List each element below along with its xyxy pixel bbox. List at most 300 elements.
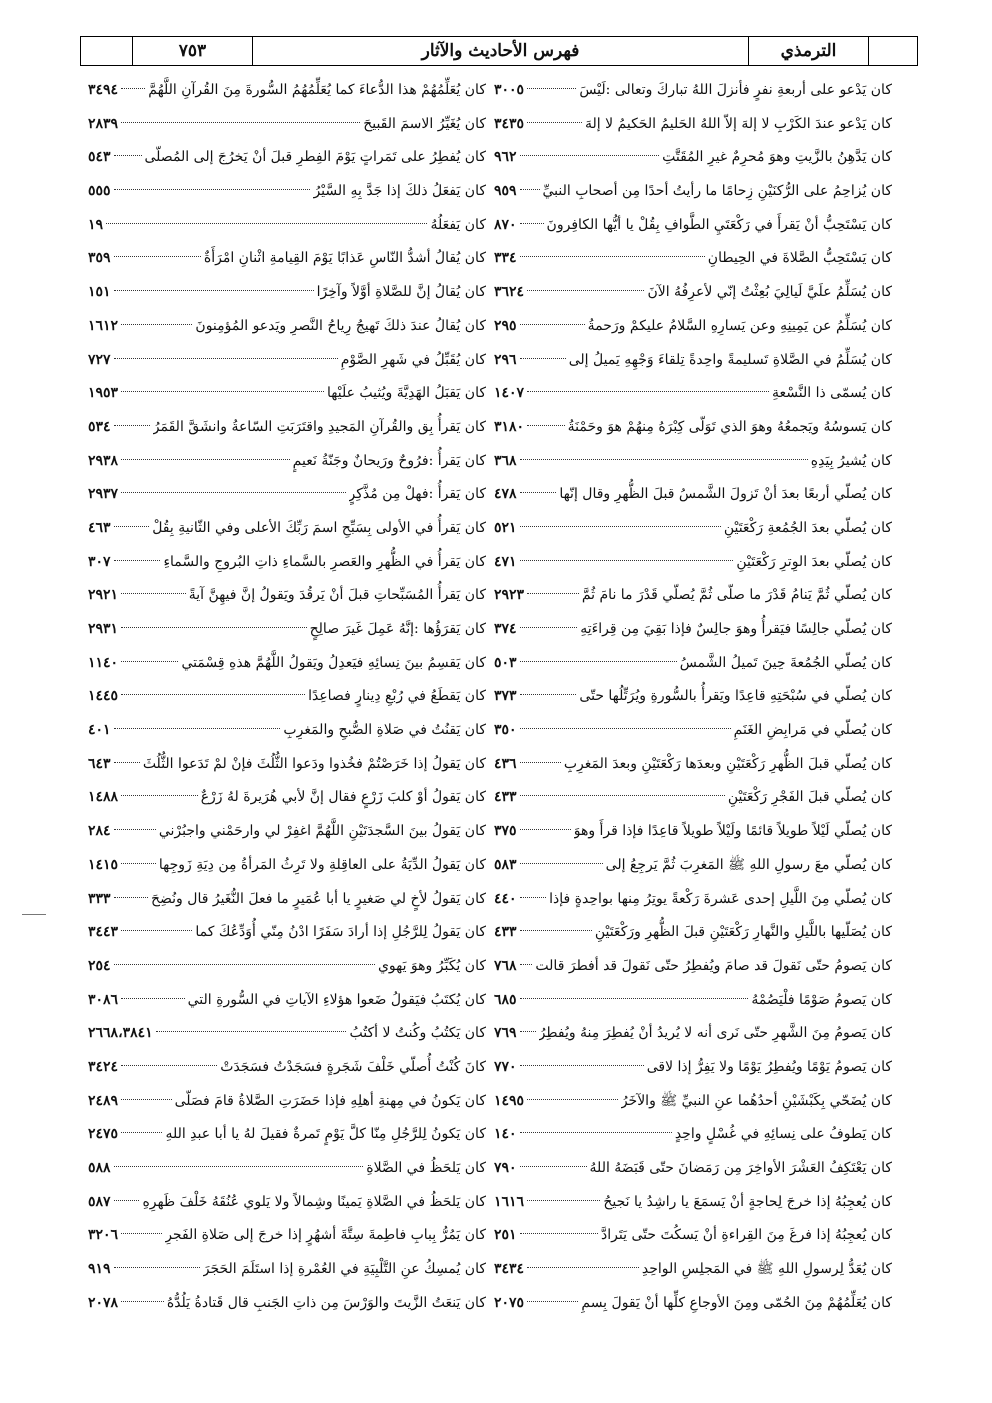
entry-hadith-number: ٢٩٥: [494, 317, 517, 334]
dot-leader: [121, 1233, 162, 1234]
entry-hadith-number: ٥٨٣: [494, 856, 517, 873]
entry-text: كان يُصلّي أربعًا بعدَ أنْ تَزولَ الشَّمسُ قبلَ الظُّهرِ وقال إنّها: [559, 486, 892, 503]
entry-hadith-number: ٣٥٠: [494, 722, 517, 739]
entry-text: كان يَسْتَحِبُّ أنْ يَقرأَ في رَكْعَتَيِ الطَّوافِ بِقُلْ يا أيُّها الكافِرونَ: [546, 216, 892, 233]
dot-leader: [114, 728, 281, 729]
dot-leader: [520, 459, 808, 460]
index-entry: [494, 815, 892, 849]
index-entry: [88, 647, 486, 681]
dot-leader: [520, 897, 547, 898]
entry-hadith-number: ٥٣٤: [88, 418, 111, 435]
entry-text: كان يُقالُ أشدُّ النّاسِ عَذابًا يَوْمَ القِيامةِ اثْنانِ امْرَأَةٌ: [203, 250, 486, 267]
entry-hadith-number: ١٥١: [88, 284, 111, 301]
entry-text: كان يَقولُ بينَ السَّجدَتَيْنِ اللَّهُمَّ اغفِرْ لي وارحَمْني واجبُرْني: [158, 823, 486, 840]
index-entry: [88, 377, 486, 411]
dot-leader: [114, 560, 161, 561]
entry-text: كان يُضَحّي بِكَبْشَيْنِ أحدُهُما عنِ النبيِّ ﷺ والآخَرُ: [620, 1092, 892, 1109]
dot-leader: [121, 795, 198, 796]
index-entry: [88, 579, 486, 613]
entry-text: كان يُصلّي لَيْلاً طويلاً قائمًا ولَيْلاً طويلاً قاعِدًا فإذا قرأَ وهوَ: [573, 823, 892, 840]
entry-hadith-number: ٣٠٧: [88, 553, 111, 570]
entry-hadith-number: ٣٧٥: [494, 823, 517, 840]
entry-hadith-number: ٨٧٠: [494, 216, 517, 233]
dot-leader: [527, 593, 579, 594]
entry-hadith-number: ٤٠١: [88, 722, 111, 739]
dot-leader: [527, 122, 582, 123]
entry-text: كان يُعَلِّمُهُمْ هذا الدُّعاءَ كما يُعَلِّمُهُمُ السُّورةَ مِنَ القُرآنِ اللَّهُمَّ: [148, 82, 486, 98]
dot-leader: [121, 391, 324, 392]
entry-hadith-number: ١٤٨٨: [88, 789, 119, 806]
entry-text: كان يَقبَلُ الهَدِيَّةَ ويُثيبُ علَيْها: [327, 385, 486, 402]
header-left-spacer: [81, 37, 133, 65]
dot-leader: [520, 627, 578, 628]
dot-leader: [114, 1166, 364, 1167]
entry-text: كان يَسْتَحِبُّ الصَّلاةَ في الحِيطانِ: [707, 250, 892, 267]
index-entry: [494, 411, 892, 445]
entry-text: كان يَدْعو عندَ الكَرْبِ لا إلهَ إلاّ اللهُ الحَليمُ الحَكيمُ لا إلهَ: [584, 115, 892, 132]
entry-text: كان يَلحَظُ في الصَّلاةِ يَمينًا وشِمالاً ولا يَلوي عُنُقَهُ خَلْفَ ظَهرِهِ: [142, 1193, 486, 1210]
entry-text: كان يُصلّي بعدَ الجُمُعةِ رَكْعَتَيْنِ: [723, 519, 892, 536]
index-entry: [494, 647, 892, 681]
entry-hadith-number: ٣٤٢٤: [88, 1058, 119, 1075]
entry-hadith-number: ٤٤٠: [494, 890, 517, 907]
dot-leader: [520, 1233, 598, 1234]
page-header: [80, 36, 918, 66]
index-entry: [88, 748, 486, 782]
dot-leader: [114, 1267, 200, 1268]
dot-leader: [520, 526, 721, 527]
entry-text: كان يَصومُ يَوْمًا ويُفطِرُ يَوْمًا ولا يَفِرُّ إذا لاقى: [646, 1058, 892, 1075]
entry-hadith-number: ٣٣٤: [494, 250, 517, 267]
dot-leader: [121, 324, 192, 325]
index-entry: [88, 1152, 486, 1186]
dot-leader: [121, 593, 186, 594]
dot-leader: [527, 88, 576, 89]
dot-leader: [114, 1200, 140, 1201]
entry-hadith-number: ٥٢١: [494, 519, 517, 536]
entry-text: كان يَقولُ الدِّيَةُ على العاقِلةِ ولا تَرِثُ المَرأةُ مِن دِيَةِ زَوجِها: [158, 856, 486, 873]
index-entry: [494, 1085, 892, 1119]
index-entry: [88, 1287, 486, 1321]
entry-hadith-number: ٢٩٣٧: [88, 486, 119, 503]
entry-hadith-number: ٤٣٦: [494, 755, 517, 772]
index-entry: [88, 478, 486, 512]
entry-hadith-number: ١٤٩٥: [494, 1092, 525, 1109]
entry-text: كان يُسَلِّمُ علَيَّ لَيالِيَ بُعِثْتُ إنّي لأعرِفُهُ الآنَ: [647, 284, 892, 301]
dot-leader: [121, 122, 360, 123]
dot-leader: [121, 694, 305, 695]
entry-text: كان يَفعَلُهُ: [430, 216, 486, 233]
header-page-number: ٧٥٣: [133, 37, 253, 65]
dot-leader: [520, 762, 561, 763]
dot-leader: [520, 492, 557, 493]
entry-text: كان يُصلّي في سُبْحَتِهِ قاعِدًا ويَقرأُ بالسُّورةِ ويُرَتِّلُها حتّى: [579, 688, 892, 705]
dot-leader: [520, 863, 603, 864]
index-entry: [494, 546, 892, 580]
index-entry: [494, 1051, 892, 1085]
dot-leader: [121, 88, 145, 89]
entry-hadith-number: ١٦١٦: [494, 1193, 525, 1210]
entry-text: كان يَسوسُهُ ويَجمعُهُ وهوَ الذي تَوَلّى كِبْرَهُ مِنهُمْ هوَ وحَمْنَةُ: [567, 418, 892, 435]
dot-leader: [114, 526, 150, 527]
entry-hadith-number: ٣٤٣٥: [494, 115, 525, 132]
index-entry: [88, 781, 486, 815]
entry-text: كان يُسَلِّمُ عن يَمِينِهِ وعن يَسارِهِ السَّلامُ عليكمْ ورَحمةُ: [587, 317, 892, 334]
index-entry: [494, 1152, 892, 1186]
entry-hadith-number: ٦٤٣: [88, 755, 111, 772]
entry-text: كان يَكونُ في مِهنةِ أهلِهِ فإذا حَضَرَتِ الصَّلاةُ قامَ فصَلّى: [174, 1092, 486, 1109]
entry-hadith-number: ٢٠٧٥: [494, 1294, 525, 1311]
index-entry: [88, 680, 486, 714]
entry-hadith-number: ٢٥٤: [88, 957, 111, 974]
entry-hadith-number: ١٦١٢: [88, 317, 119, 334]
index-entry: [88, 209, 486, 243]
dot-leader: [520, 998, 749, 999]
entry-hadith-number: ٦٨٥: [494, 991, 517, 1008]
index-entry: [494, 613, 892, 647]
dot-leader: [520, 795, 725, 796]
entry-text: كانَ كُنْتُ أُصلّي خَلْفَ شَجَرةٍ فسَجَدْتُ فسَجَدَتْ: [220, 1058, 486, 1075]
index-entry: [494, 916, 892, 950]
dot-leader: [114, 256, 201, 257]
index-entry: [88, 1051, 486, 1085]
entry-hadith-number: ٢٠٧٨: [88, 1294, 119, 1311]
entry-text: كان يَصومُ صَوْمًا فلْيَصُمْهُ: [751, 991, 892, 1008]
entry-hadith-number: ٢٤٨٩: [88, 1092, 119, 1109]
index-entry: [88, 1186, 486, 1220]
index-entry: [494, 950, 892, 984]
dot-leader: [121, 1132, 162, 1133]
dot-leader: [527, 425, 565, 426]
entry-text: كان يُقالُ إنَّ للصَّلاةِ أوَّلاً وآخِرًا: [316, 284, 486, 301]
entry-text: كان يُقَبِّلُ في شَهرِ الصَّوْمِ: [340, 351, 486, 368]
dot-leader: [520, 964, 533, 965]
entry-hadith-number: ٢٩٦: [494, 351, 517, 368]
entry-text: كان يُصلّي الجُمُعةَ حِينَ تَميلُ الشَّمسُ: [679, 654, 892, 671]
index-entry: [494, 984, 892, 1018]
index-entry: [88, 310, 486, 344]
entry-hadith-number: ١٤٠: [494, 1126, 517, 1143]
entry-text: كان يَدَّهِنُ بالزَّيتِ وهوَ مُحرِمٌ غيرِ المُقَتَّتِ: [662, 149, 892, 166]
entry-hadith-number: ١٤٠٧: [494, 385, 525, 402]
dot-leader: [121, 492, 345, 493]
entry-text: كان يُسَلِّمُ في الصَّلاةِ تَسليمةً واحِدةً تِلقاءَ وَجْهِهِ يَميلُ إلى: [568, 351, 892, 368]
entry-text: كان يَقرأُ في الأولى بِسَبِّحِ اسمَ رَبِّكَ الأعلى وفي الثّانيةِ بِقُلْ: [152, 519, 486, 536]
index-entry: [88, 815, 486, 849]
entry-hadith-number: ٣٢٠٦: [88, 1227, 119, 1244]
dot-leader: [520, 560, 734, 561]
dot-leader: [121, 661, 178, 662]
entry-text: كان يَقولُ إذا خَرَصْتُمْ فخُذوا ودَعوا الثُّلُثَ فإنْ لمْ تَدَعوا الثُّلُثَ: [142, 755, 486, 772]
entry-text: كان يَقرأُ بِق والقُرآنِ المَجيدِ واقتَرَبَتِ السّاعةُ وانشَقَّ القَمَرُ: [152, 418, 486, 435]
entry-hadith-number: ٣٤٤٣: [88, 924, 119, 941]
entry-hadith-number: ١٤١٥: [88, 856, 119, 873]
dot-leader: [114, 189, 311, 190]
entry-hadith-number: ١١٤٠: [88, 654, 119, 671]
entry-hadith-number: ٧٩٠: [494, 1160, 517, 1176]
index-entry: [88, 141, 486, 175]
index-column-right: [490, 74, 896, 1311]
entry-text: كان يُعجِبُهُ إذا فرغَ مِنَ القِراءةِ أنْ يَسكُتَ حتّى يَتَرادَّ: [601, 1227, 892, 1244]
index-entry: [494, 883, 892, 917]
entry-hadith-number: ٧٦٨: [494, 957, 517, 974]
entry-hadith-number: ٧٧٠: [494, 1058, 517, 1075]
index-entry: [88, 242, 486, 276]
entry-text: كان يَقرأُ :فرُوحٌ ورَيحانٌ وجَنّةُ نَعيمٍ: [292, 452, 486, 469]
dot-leader: [520, 661, 677, 662]
dot-leader: [156, 1031, 347, 1032]
index-entry: [494, 276, 892, 310]
entry-text: كان يُصلّي ثُمَّ يَنامُ قَدْرَ ما صلّى ثُمَّ يُصلّي قَدْرَ ما نامَ ثُمَّ: [581, 587, 892, 604]
index-entry: [88, 74, 486, 108]
index-entry: [494, 310, 892, 344]
index-entry: [88, 1118, 486, 1152]
dot-leader: [527, 391, 769, 392]
entry-text: كان يُشيرُ بِيَدِهِ: [810, 452, 892, 469]
entry-text: كان يُصلّي مِنَ اللَّيلِ إحدى عَشرةَ رَكْعةً يوتِرُ مِنها بواحِدةٍ فإذا: [549, 890, 892, 907]
index-entry: [88, 276, 486, 310]
entry-hadith-number: ٣٤٣٤: [494, 1261, 525, 1278]
dot-leader: [114, 358, 338, 359]
entry-hadith-number: ٣٥٩: [88, 250, 111, 267]
header-right-spacer: [869, 37, 917, 65]
entry-hadith-number: ٢٩٣١: [88, 621, 119, 637]
entry-hadith-number: ٩٥٩: [494, 183, 517, 200]
entry-text: كان يَعْتَكِفُ العَشْرَ الأواخِرَ مِن رَمَضانَ حتّى قَبَضَهُ اللهُ: [589, 1160, 892, 1176]
dot-leader: [114, 290, 314, 291]
entry-text: كان يُصلّي قبلَ الظُّهرِ رَكْعَتَيْنِ وبعدَها رَكْعَتَيْنِ وبعدَ المَغرِبِ: [563, 755, 892, 772]
entry-hadith-number: ٣٧٤: [494, 621, 517, 637]
entry-hadith-number: ١٤٤٥: [88, 688, 119, 705]
entry-hadith-number: ٤٧١: [494, 553, 517, 570]
entry-text: كان يَطوفُ على نِسائِهِ في غُسْلٍ واحِدٍ: [674, 1126, 892, 1143]
entry-hadith-number: ٣٠٠٥: [494, 82, 525, 98]
entry-hadith-number: ٢٩٣٨: [88, 452, 119, 469]
index-entry: [494, 714, 892, 748]
entry-text: كان يَنعَتُ الزَّيتَ والوَرْسَ مِن ذاتِ الجَنبِ قال قَتادةُ يَلُدُّهُ: [166, 1294, 486, 1311]
entry-text: كان يَصومُ حتّى نَقولَ قد صامَ ويُفطِرُ حتّى نَقولَ قد أفطرَ قالت: [535, 957, 892, 974]
dot-leader: [121, 1301, 164, 1302]
entry-text: كان يُعَلِّمُهُمْ مِنَ الحُمّى ومِنَ الأوجاعِ كلِّها أنْ يَقولَ بِسمِ: [581, 1294, 892, 1311]
index-entry: [494, 108, 892, 142]
entry-hadith-number: ٣٦٢٤: [494, 284, 525, 301]
entry-text: كان يَدْعو على أربعةِ نفرٍ فأنزلَ اللهُ تباركَ وتعالى :لَيْسَ: [579, 82, 892, 98]
dot-leader: [114, 897, 148, 898]
dot-leader: [520, 155, 660, 156]
index-entry: [88, 950, 486, 984]
entry-hadith-number: ٧٦٩: [494, 1025, 517, 1042]
index-entry: [494, 579, 892, 613]
index-entry: [494, 141, 892, 175]
entry-text: كان يَقولُ أوْ كلبَ زَرْعٍ فقال إنَّ لأبي هُرَيرةَ لهُ زَرْعٌ: [200, 789, 486, 806]
entry-text: كان يَقنُتُ في صَلاةِ الصُّبحِ والمَغرِبِ: [283, 722, 486, 739]
index-entry: [88, 1017, 486, 1051]
index-entry: [494, 242, 892, 276]
index-entry: [494, 748, 892, 782]
index-entry: [494, 377, 892, 411]
entry-text: كان يَقطَعُ في رُبْعِ دِينارٍ فصاعِدًا: [308, 688, 486, 705]
dot-leader: [114, 829, 156, 830]
entry-text: كان يَلحَظُ في الصَّلاةِ: [366, 1160, 486, 1176]
dot-leader: [520, 1132, 672, 1133]
entry-hadith-number: ١٩٥٣: [88, 385, 119, 402]
entry-hadith-number: ٧٢٧: [88, 351, 111, 368]
entry-hadith-number: ٤٣٣: [494, 789, 517, 806]
index-entry: [494, 512, 892, 546]
dot-leader: [106, 223, 427, 224]
entry-hadith-number: ٤٧٨: [494, 486, 517, 503]
index-entry: [88, 344, 486, 378]
entry-text: كان يَقولُ لِلرَّجُلِ إذا أرادَ سَفَرًا ادْنُ مِنّي أُوَدِّعُكَ كما: [195, 924, 486, 941]
dot-leader: [527, 1099, 618, 1100]
entry-hadith-number: ٢٩٢٣: [494, 587, 525, 604]
index-entry: [494, 1219, 892, 1253]
index-entry: [88, 1253, 486, 1287]
index-entry: [494, 445, 892, 479]
index-entry: [494, 849, 892, 883]
entry-text: كان يَقسِمُ بينَ نِسائِهِ فيَعدِلُ ويَقولُ اللَّهُمَّ هذهِ قِسْمَتي: [181, 654, 486, 671]
index-entry: [494, 1253, 892, 1287]
index-entry: [494, 74, 892, 108]
index-entry: [494, 1017, 892, 1051]
dot-leader: [527, 290, 644, 291]
margin-mark: [22, 914, 46, 915]
entry-text: كان يُفطِرُ على تَمَراتٍ يَوْمَ الفِطرِ قبلَ أنْ يَخرُجَ إلى المُصلّى: [144, 149, 486, 166]
entry-hadith-number: ٩١٩: [88, 1261, 111, 1278]
index-entry: [494, 1186, 892, 1220]
entry-text: كان يُعجِبُهُ إذا خرجَ لِحاجةٍ أنْ يَسمَعَ يا راشِدُ يا نَجيحُ: [603, 1193, 892, 1210]
dot-leader: [121, 1099, 172, 1100]
dot-leader: [121, 863, 156, 864]
dot-leader: [121, 998, 185, 999]
entry-hadith-number: ٣٠٨٦: [88, 991, 119, 1008]
entry-text: كان يُصلّي في مَرابِضِ الغَنَمِ: [733, 722, 892, 739]
index-entry: [494, 1287, 892, 1321]
entry-text: كان يَقرأُ في الظُّهرِ والعَصرِ بالسَّماءِ ذاتِ البُروجِ والسَّماءِ: [163, 553, 486, 570]
dot-leader: [121, 930, 192, 931]
entry-hadith-number: ٥٤٣: [88, 149, 111, 166]
dot-leader: [520, 189, 540, 190]
entry-hadith-number: ٢٦٦٨،٣٨٤١: [88, 1025, 153, 1042]
entry-text: كان يُقالُ عندَ ذلكَ تَهيجُ رِياحُ النَّصرِ ويَدعو المُؤمِنونَ: [195, 317, 486, 334]
entry-text: كان يُكتَبُ فيَقولُ ضَعوا هؤلاءِ الآياتِ في السُّورةِ التي: [187, 991, 486, 1008]
index-entry: [88, 512, 486, 546]
entry-text: كان يُسمّى ذا النَّسْعةِ: [772, 385, 892, 402]
entry-hadith-number: ٢٥١: [494, 1227, 517, 1244]
entry-text: كان يَمُرُّ بِبابِ فاطِمةَ سِتَّةَ أشهُرٍ إذا خرجَ إلى صَلاةِ الفَجرِ: [165, 1227, 486, 1244]
entry-hadith-number: ٢٩٢١: [88, 587, 119, 604]
dot-leader: [520, 256, 705, 257]
entry-text: كان يُكَبِّرُ وهوَ يَهوي: [377, 957, 486, 974]
index-entry: [494, 344, 892, 378]
index-entry: [494, 1118, 892, 1152]
dot-leader: [121, 1065, 217, 1066]
entry-text: كان يُصلّي بعدَ الوِترِ رَكْعَتَيْنِ: [736, 553, 892, 570]
entry-hadith-number: ٥٨٨: [88, 1160, 111, 1176]
entry-hadith-number: ٢٨٣٩: [88, 115, 119, 132]
dot-leader: [114, 155, 142, 156]
entry-text: كان يَكونُ لِلرَّجُلِ مِنّا كلَّ يَوْمٍ تَمرةٌ فقيلَ لهُ يا أبا عبدِ اللهِ: [165, 1126, 486, 1143]
dot-leader: [114, 425, 150, 426]
index-entry: [494, 478, 892, 512]
entry-text: كان يُصلّي قبلَ الفَجْرِ رَكْعَتَيْنِ: [727, 789, 892, 806]
index-entry: [88, 916, 486, 950]
dot-leader: [520, 728, 731, 729]
entry-hadith-number: ٢٨٤: [88, 823, 111, 840]
dot-leader: [520, 694, 577, 695]
index-entry: [88, 175, 486, 209]
dot-leader: [121, 459, 290, 460]
dot-leader: [520, 324, 585, 325]
index-entry: [88, 883, 486, 917]
entry-hadith-number: ٣١٨٠: [494, 418, 525, 435]
entry-hadith-number: ٥٨٧: [88, 1193, 111, 1210]
dot-leader: [114, 964, 375, 965]
entry-text: كان يَصومُ مِنَ الشَّهرِ حتّى نَرى أنه لا يُريدُ أنْ يُفطِرَ مِنهُ ويُفطِرُ: [538, 1025, 892, 1042]
entry-text: كان يَفعَلُ ذلكَ إذا جَدَّ بِهِ السَّيْرُ: [313, 183, 486, 200]
entry-hadith-number: ٤٦٣: [88, 519, 111, 536]
dot-leader: [527, 1267, 639, 1268]
entry-text: كان يَكتُبُ وكُنتُ لا أكتُبُ: [349, 1025, 486, 1042]
index-entry: [494, 209, 892, 243]
index-column-left: [84, 74, 490, 1311]
entry-text: كان يُزاحِمُ على الرُّكنَيْنِ زِحامًا ما رأيتُ أحدًا مِن أصحابِ النبيِّ: [542, 183, 892, 200]
header-section-title: فهرس الأحاديث والآثار: [253, 37, 749, 65]
dot-leader: [520, 1031, 536, 1032]
index-columns: [84, 74, 896, 1311]
entry-text: كان يُغَيِّرُ الاسمَ القَبيحَ: [363, 115, 486, 132]
index-entry: [88, 108, 486, 142]
entry-text: كان يَقرأُ :فهلْ مِن مُذَّكِرٍ: [348, 486, 486, 503]
index-entry: [88, 445, 486, 479]
dot-leader: [520, 1166, 587, 1167]
index-entry: [494, 680, 892, 714]
index-entry: [88, 1219, 486, 1253]
index-entry: [88, 1085, 486, 1119]
entry-hadith-number: ١٩: [88, 216, 104, 233]
entry-text: كان يَقرأُ المُسَبِّحاتِ قبلَ أنْ يَرقُدَ ويَقولُ إنَّ فيهِنَّ آيةً: [188, 587, 486, 604]
entry-hadith-number: ٩٦٢: [494, 149, 517, 166]
dot-leader: [520, 829, 571, 830]
dot-leader: [520, 358, 566, 359]
dot-leader: [520, 1065, 644, 1066]
dot-leader: [527, 1200, 600, 1201]
entry-hadith-number: ٣٧٣: [494, 688, 517, 705]
entry-text: كان يُعَدُّ لِرسولِ اللهِ ﷺ في المَجلِسِ الواحِدِ: [641, 1261, 892, 1278]
index-entry: [494, 781, 892, 815]
entry-text: كان يُصلّي معَ رسولِ اللهِ ﷺ المَغرِبَ ثُمَّ يَرجِعُ إلى: [605, 856, 892, 873]
entry-hadith-number: ٢٤٧٥: [88, 1126, 119, 1143]
index-entry: [494, 175, 892, 209]
dot-leader: [114, 762, 140, 763]
dot-leader: [121, 627, 307, 628]
entry-hadith-number: ٣٣٣: [88, 890, 111, 907]
index-entry: [88, 411, 486, 445]
entry-text: كان يُصلّي جالِسًا فيَقرأُ وهوَ جالِسٌ فإذا بَقِيَ مِن قِراءَتِهِ: [580, 621, 892, 637]
header-book-title: الترمذي: [749, 37, 869, 65]
dot-leader: [520, 930, 592, 931]
entry-text: كان يَقرَؤُها :إنَّهُ عَمِلَ غَيرَ صالِحٍ: [309, 621, 486, 637]
entry-hadith-number: ٤٣٣: [494, 924, 517, 941]
entry-text: كان يُمسِكُ عنِ التَّلْبِيَةِ في العُمْرةِ إذا استَلَمَ الحَجَرَ: [202, 1261, 486, 1278]
entry-hadith-number: ٥٠٣: [494, 654, 517, 671]
entry-text: كان يُصَلّيها باللَّيلِ والنَّهارِ رَكْعَتَيْنِ قبلَ الظُّهرِ ورَكْعَتَيْنِ: [594, 924, 892, 941]
entry-hadith-number: ٣٤٩٤: [88, 82, 119, 98]
entry-hadith-number: ٥٥٥: [88, 183, 111, 200]
index-entry: [88, 546, 486, 580]
dot-leader: [527, 1301, 578, 1302]
entry-text: كان يَقولُ لأخٍ لي صَغيرٍ يا أبا عُمَيرٍ ما فعلَ النُّغَيرُ قال ونُضِحَ: [150, 890, 486, 907]
